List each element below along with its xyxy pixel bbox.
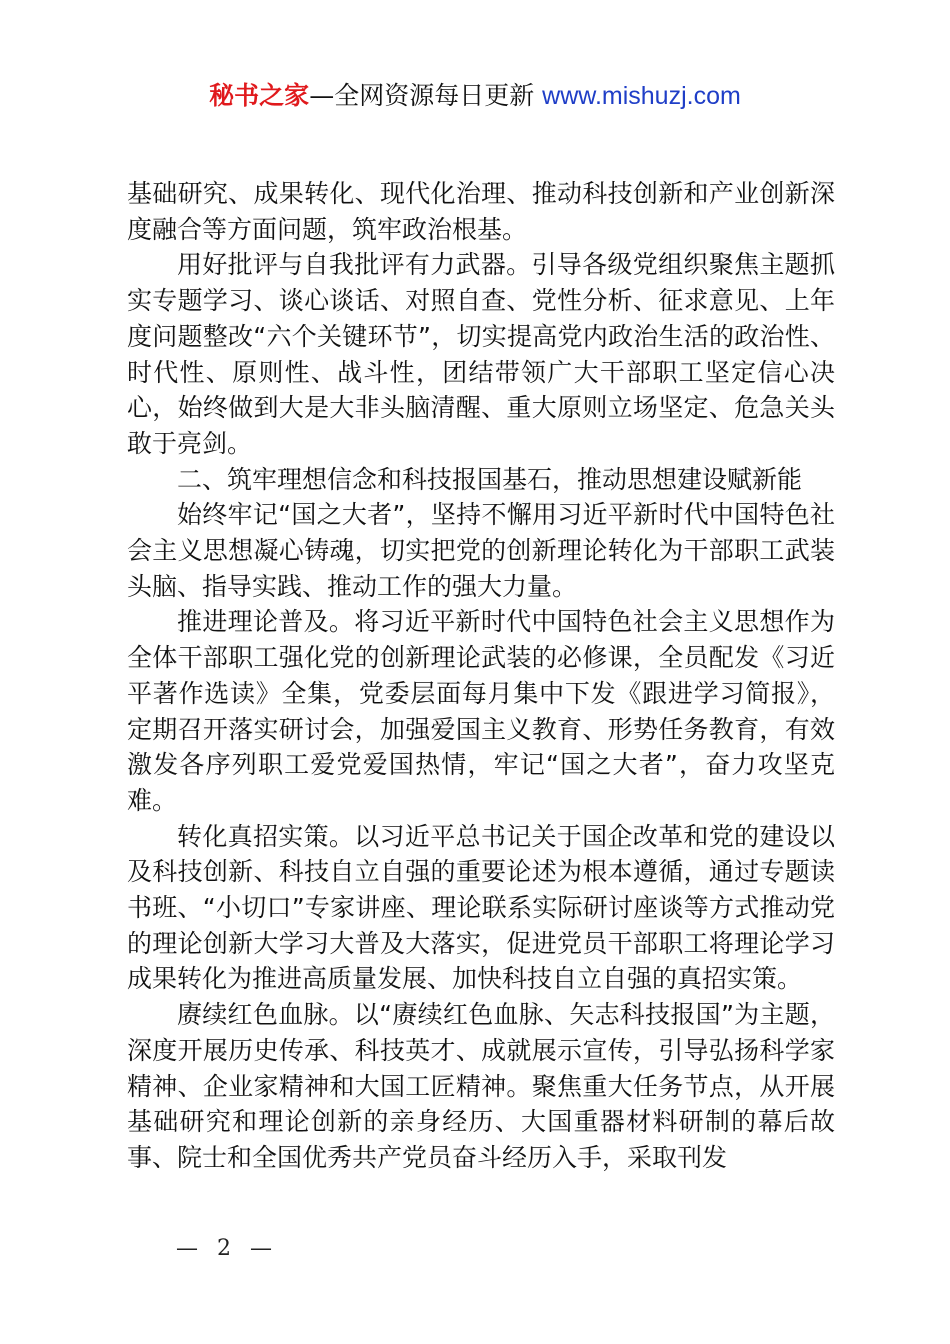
paragraph-section-intro: 始终牢记“国之大者”，坚持不懈用习近平新时代中国特色社会主义思想凝心铸魂，切实把党的创新理论转化为干部职工武装头脑、指导实践、推动工作的强大力量。: [127, 500, 835, 601]
page-number: — 2 —: [176, 1236, 278, 1261]
paragraph-practical-measures: 转化真招实策。以习近平总书记关于国企改革和党的建设以及科技创新、科技自立自强的重要论述为根本遵循，通过专题读书班、“小切口”专家讲座、理论联系实际研讨座谈等方式推动党的理论创新大学习大普及大落实，促进党员干部职工将理论学习成果转化为推进高质量发展、加快科技自立自强的真招实策。: [127, 821, 835, 994]
section-heading-2: 二、筑牢理想信念和科技报国基石，推动思想建设赋新能: [177, 464, 803, 494]
paragraph-theory-promotion: 推进理论普及。将习近平新时代中国特色社会主义思想作为全体干部职工强化党的创新理论武装的必修课，全员配发《习近平著作选读》全集，党委层面每月集中下发《跟进学习简报》，定期召开落实研讨会，加强爱国主义教育、形势任务教育，有效激发各序列职工爱党爱国热情，牢记“国之大者”，奋力攻坚克难。: [127, 607, 835, 815]
site-url-link[interactable]: www.mishuzj.com: [542, 82, 741, 110]
site-brand-name: 秘书之家: [209, 81, 310, 110]
site-header: [0, 78, 950, 114]
header-separator: —: [309, 81, 335, 110]
header-tagline: 全网资源每日更新: [334, 81, 535, 110]
paragraph-red-heritage: 赓续红色血脉。以“赓续红色血脉、矢志科技报国”为主题，深度开展历史传承、科技英才、成就展示宣传，引导弘扬科学家精神、企业家精神和大国工匠精神。聚焦重大任务节点，从开展基础研究和理论创新的亲身经历、大国重器材料研制的幕后故事、院士和全国优秀共产党员奋斗经历入手，采取刊发: [127, 1000, 835, 1172]
paragraph-continuation: 基础研究、成果转化、现代化治理、推动科技创新和产业创新深度融合等方面问题，筑牢政治根基。: [127, 179, 835, 244]
document-body: [127, 176, 835, 1176]
paragraph-criticism: 用好批评与自我批评有力武器。引导各级党组织聚焦主题抓实专题学习、谈心谈话、对照自查、党性分析、征求意见、上年度问题整改“六个关键环节”，切实提高党内政治生活的政治性、时代性、原则性、战斗性，团结带领广大干部职工坚定信心决心，始终做到大是大非头脑清醒、重大原则立场坚定、危急关头敢于亮剑。: [127, 250, 835, 458]
